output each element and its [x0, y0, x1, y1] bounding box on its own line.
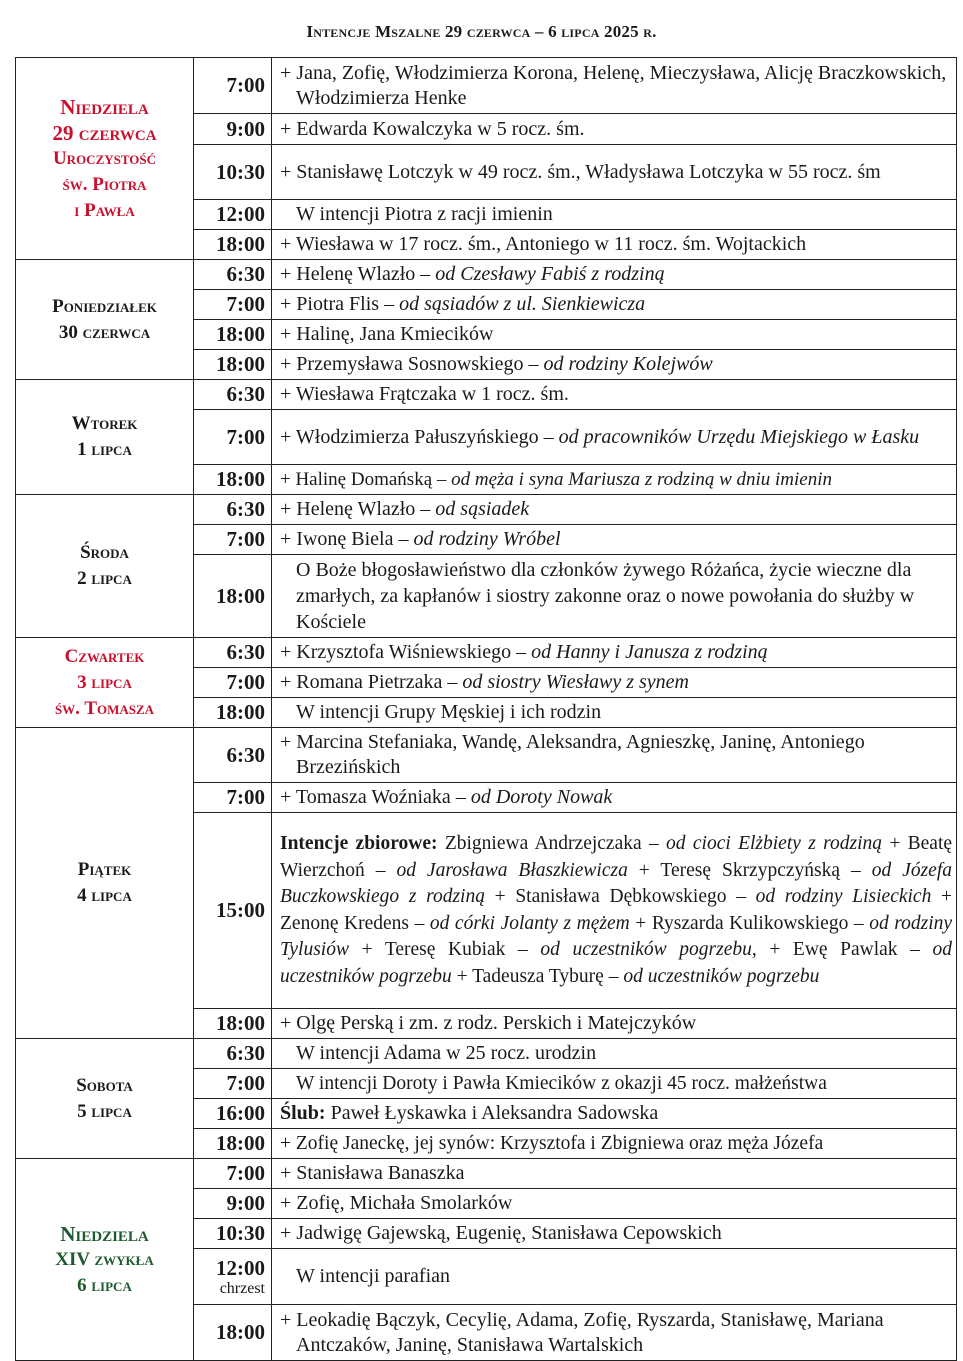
day-date: 6 lipca [77, 1274, 132, 1296]
intention-text: + Tomasza Woźniaka [280, 786, 451, 808]
intention-offerer: – od Hanny i Janusza z rodziną [516, 641, 768, 663]
mass-time: 6:30 [194, 728, 272, 783]
baptism-note: chrzest [219, 1280, 265, 1297]
intention-text: + Tadeusza Tyburę [456, 965, 604, 987]
intention-cell [272, 260, 957, 290]
intention-text: + Marcina Stefaniaka, Wandę, Aleksandra, Agnieszkę, Janinę, Antoniego Brzezińskich [272, 728, 957, 783]
intention-text: + Ewę Pawlak [769, 939, 898, 960]
day-date: 1 lipca [77, 439, 132, 460]
intention-offerer: – od córki Jolanty z mężem [414, 912, 630, 934]
day-cell-tuesday [16, 380, 194, 495]
intention-cell [272, 525, 957, 555]
intention-offerer: – od uczestników pogrzebu [280, 939, 952, 987]
table-row [16, 1159, 957, 1189]
day-name: Piątek [77, 859, 132, 880]
day-feast: św. Piotra [62, 173, 147, 195]
table-row [16, 638, 957, 668]
intention-text: Zbigniewa Andrzejczaka [444, 833, 642, 854]
intention-offerer: – od uczestników pogrzebu, [518, 939, 757, 960]
intention-offerer: – od cioci Elżbiety z rodziną [648, 833, 882, 854]
intention-cell [272, 668, 957, 698]
day-name: Poniedziałek [52, 295, 157, 317]
intention-offerer: – od Czesławy Fabiś z rodziną [420, 263, 665, 285]
mass-time: 9:00 [194, 114, 272, 145]
table-row [16, 58, 957, 114]
mass-time: 12:00 [216, 1256, 265, 1280]
intention-cell [272, 410, 957, 465]
day-name: Wtorek [71, 413, 138, 434]
collective-label: Intencje zbiorowe: [280, 833, 438, 854]
day-feast: XIV zwykła [55, 1248, 154, 1270]
intention-text: + Zenonę Kredens [280, 886, 953, 934]
intention-cell [272, 783, 957, 813]
mass-time: 18:00 [194, 320, 272, 350]
intention-cell [272, 495, 957, 525]
mass-time: 7:00 [194, 1159, 272, 1189]
day-cell-wednesday [16, 495, 194, 638]
intention-text: + Olgę Perską i zm. z rodz. Perskich i Matejczyków [272, 1009, 957, 1039]
intention-text: W intencji Grupy Męskiej i ich rodzin [272, 698, 957, 728]
intention-text: + Teresę Skrzypczyńską [638, 859, 841, 881]
intention-text: + Teresę Kubiak [361, 939, 506, 960]
intention-text: + Przemysława Sosnowskiego [280, 353, 524, 375]
day-feast: Uroczystość [52, 147, 157, 169]
intention-cell [272, 465, 957, 495]
intention-text: + Halinę, Jana Kmiecików [272, 320, 957, 350]
intention-offerer: – od uczestników pogrzebu [608, 965, 820, 987]
table-row [16, 380, 957, 410]
intention-offerer: – od rodziny Lisieckich [736, 886, 932, 907]
day-cell-monday [16, 260, 194, 380]
day-date: 5 lipca [77, 1100, 132, 1122]
day-date: 30 czerwca [58, 321, 151, 343]
table-row [16, 260, 957, 290]
intention-cell [272, 290, 957, 320]
mass-time: 6:30 [194, 380, 272, 410]
mass-time: 6:30 [194, 638, 272, 668]
intention-text: + Ryszarda Kulikowskiego [635, 912, 849, 934]
mass-time: 6:30 [194, 495, 272, 525]
day-cell-friday [16, 728, 194, 1039]
intention-text: W intencji Adama w 25 rocz. urodzin [272, 1039, 957, 1069]
collective-intentions [272, 813, 957, 1009]
intention-offerer: – od rodziny Wróbel [398, 528, 561, 550]
intention-cell [272, 638, 957, 668]
mass-time: 7:00 [194, 525, 272, 555]
mass-time: 15:00 [194, 813, 272, 1009]
mass-time: 7:00 [194, 1069, 272, 1099]
intention-text: + Halinę Domańską [280, 469, 433, 490]
mass-time: 18:00 [194, 1305, 272, 1361]
mass-time: 6:30 [194, 260, 272, 290]
intention-offerer: – od Doroty Nowak [455, 786, 613, 808]
intention-cell [272, 1099, 957, 1129]
intention-offerer: – od pracowników Urzędu Miejskiego w Łasku [543, 425, 920, 448]
mass-time: 7:00 [194, 410, 272, 465]
mass-time: 18:00 [194, 1129, 272, 1159]
mass-time: 10:30 [194, 1219, 272, 1249]
mass-time: 16:00 [194, 1099, 272, 1129]
mass-time: 7:00 [194, 58, 272, 114]
day-name: Czwartek [64, 645, 145, 667]
day-date: 2 lipca [77, 568, 132, 589]
mass-time: 18:00 [194, 698, 272, 728]
intention-cell [272, 350, 957, 380]
mass-time: 9:00 [194, 1189, 272, 1219]
day-date: 3 lipca [77, 671, 132, 693]
intention-offerer: – od sąsiadów z ul. Sienkiewicza [384, 293, 646, 315]
intention-text: + Helenę Wlazło [280, 498, 416, 520]
day-date: 29 czerwca [52, 120, 157, 145]
intention-text: + Wiesława Frątczaka w 1 rocz. śm. [272, 380, 957, 410]
intention-text: + Leokadię Bączyk, Cecylię, Adama, Zofię, Ryszarda, Stanisławę, Mariana Antczaków, Janinę, Stanisława Wartalskich [272, 1305, 957, 1361]
day-feast: i Pawła [74, 199, 135, 221]
intention-offerer: – od rodziny Tylusiów [280, 912, 953, 960]
intention-text: + Edwarda Kowalczyka w 5 rocz. śm. [272, 114, 957, 145]
table-row [16, 495, 957, 525]
day-name: Środa [80, 542, 129, 563]
mass-time-cell [194, 1249, 272, 1305]
intention-text: + Wiesława w 17 rocz. śm., Antoniego w 11 rocz. śm. Wojtackich [272, 230, 957, 260]
mass-time: 18:00 [194, 230, 272, 260]
intention-text: + Romana Pietrzaka [280, 671, 443, 693]
day-date: 4 lipca [77, 885, 132, 906]
table-row [16, 728, 957, 783]
day-cell-sunday-6 [16, 1159, 194, 1361]
mass-time: 7:00 [194, 290, 272, 320]
day-name: Niedziela [60, 1221, 149, 1246]
intention-text: O Boże błogosławieństwo dla członków żywego Różańca, życie wieczne dla zmarłych, za kapłanów i siostry zakonne oraz o nowe powołania do służby w Kościele [272, 555, 957, 638]
day-name: Niedziela [60, 94, 149, 119]
intention-offerer: – od rodziny Kolejwów [528, 353, 713, 375]
mass-time: 18:00 [194, 465, 272, 495]
intention-text: + Zofię, Michała Smolarków [272, 1189, 957, 1219]
intention-text: W intencji Doroty i Pawła Kmiecików z okazji 45 rocz. małżeństwa [272, 1069, 957, 1099]
intention-text: + Helenę Wlazło [280, 263, 416, 285]
intention-text: + Stanisława Banaszka [272, 1159, 957, 1189]
mass-time: 18:00 [194, 350, 272, 380]
page-title: Intencje Mszalne 29 czerwca – 6 lipca 2025 r. [306, 22, 657, 41]
mass-intentions-table [15, 57, 957, 1361]
intention-offerer: – od Józefa Buczkowskiego z rodziną [280, 859, 953, 907]
intention-text: + Zofię Janeckę, jej synów: Krzysztofa i Zbigniewa oraz męża Józefa [272, 1129, 957, 1159]
intention-offerer: – od męża i syna Mariusza z rodziną w dniu imienin [436, 469, 833, 490]
mass-time: 18:00 [194, 1009, 272, 1039]
mass-time: 6:30 [194, 1039, 272, 1069]
mass-time: 10:30 [194, 145, 272, 200]
intention-offerer: – od Jarosława Błaszkiewicza [375, 859, 628, 881]
intention-text: + Stanisławę Lotczyk w 49 rocz. śm., Władysława Lotczyka w 55 rocz. śm [272, 145, 957, 200]
intention-text: Paweł Łyskawka i Aleksandra Sadowska [330, 1102, 659, 1124]
intention-text: + Iwonę Biela [280, 528, 394, 550]
intention-text: + Jadwigę Gajewską, Eugenię, Stanisława Cepowskich [272, 1219, 957, 1249]
mass-time: 7:00 [194, 783, 272, 813]
intention-text: + Piotra Flis [280, 293, 380, 315]
day-cell-saturday [16, 1039, 194, 1159]
mass-time: 18:00 [194, 555, 272, 638]
wedding-label: Ślub: [280, 1102, 326, 1124]
intention-text: W intencji Piotra z racji imienin [272, 200, 957, 230]
day-cell-sunday-29 [16, 58, 194, 260]
intention-offerer: – od sąsiadek [420, 498, 530, 520]
day-name: Sobota [76, 1074, 133, 1096]
mass-time: 7:00 [194, 668, 272, 698]
intention-text: + Włodzimierza Pałuszyńskiego [280, 425, 539, 448]
table-row [16, 1039, 957, 1069]
day-feast: św. Tomasza [54, 697, 155, 719]
intention-text: W intencji parafian [272, 1249, 957, 1305]
mass-time: 12:00 [194, 200, 272, 230]
intention-text: + Stanisława Dębkowskiego [494, 886, 727, 907]
intention-text: + Jana, Zofię, Włodzimierza Korona, Helenę, Mieczysława, Alicję Braczkowskich, Włodzimierza Henke [272, 58, 957, 114]
intention-text: + Krzysztofa Wiśniewskiego [280, 641, 512, 663]
day-cell-thursday [16, 638, 194, 728]
intention-text: + Beatę Wierzchoń [280, 833, 953, 881]
intention-offerer: – od siostry Wiesławy z synem [447, 671, 689, 693]
